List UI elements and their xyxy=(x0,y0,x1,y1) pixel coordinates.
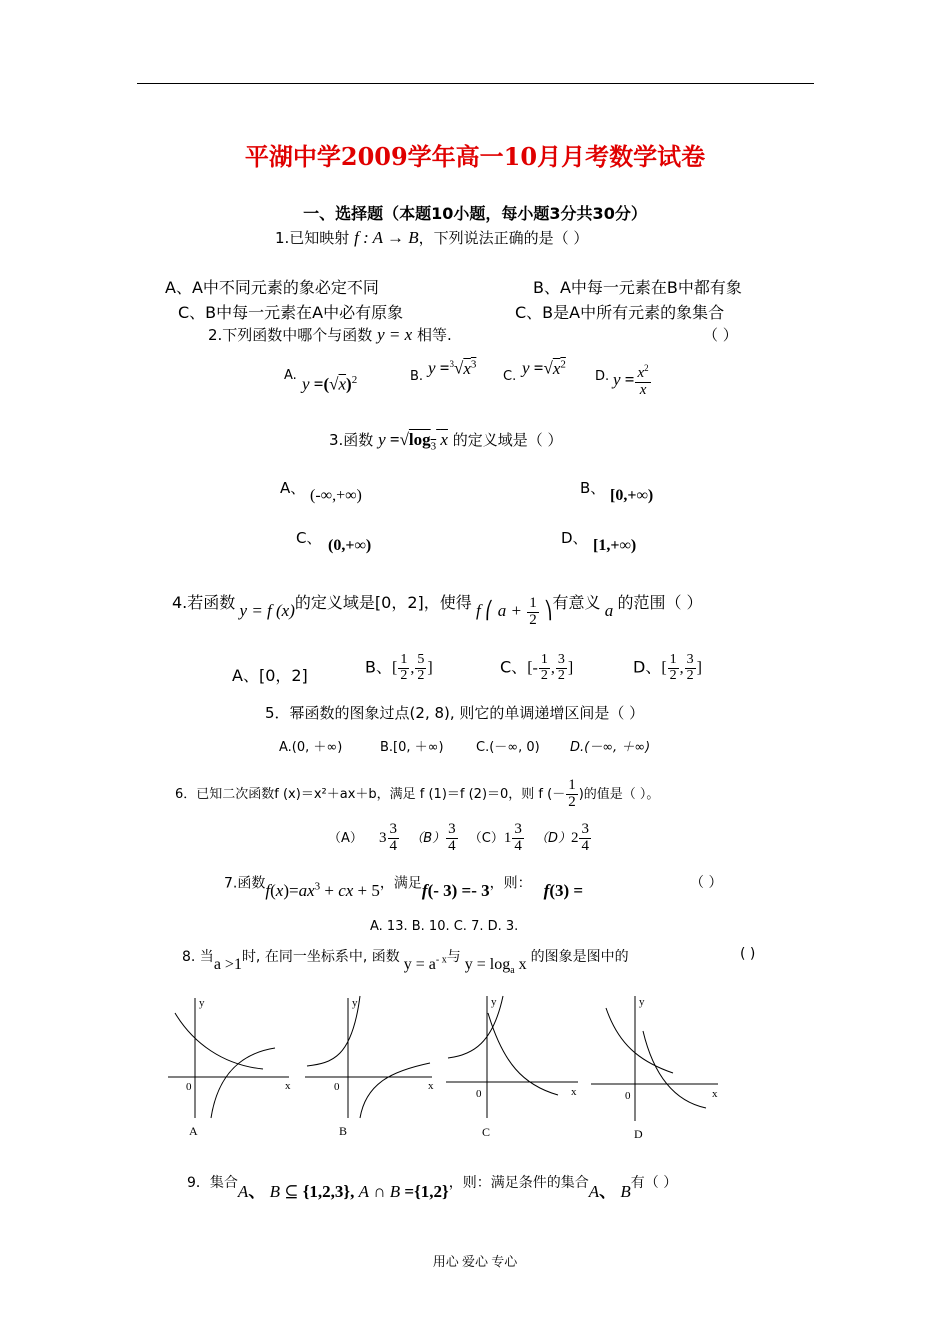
y-label: y xyxy=(639,996,645,1008)
q8-graph-b xyxy=(302,993,442,1143)
page-title: 平湖中学2009学年高一10月月考数学试卷 xyxy=(244,142,706,171)
q6-stem: 6．已知二次函数f (x)＝x²＋ax＋b，满足 f (1)＝f (2)＝0，则 f (－ $\frac{1}{2}$ )的值是（ ）。 xyxy=(175,777,660,810)
page-footer: 用心 爱心 专心 xyxy=(432,1254,518,1269)
q3-function: $y =√\log_3$ x xyxy=(378,430,448,453)
q2-stem: 2.下列函数中哪个与函数 y = x 相等. xyxy=(208,325,452,344)
y-label: y xyxy=(199,997,205,1009)
q7-options: A. 13. B. 10. C. 7. D. 3. xyxy=(370,919,519,934)
q3-option-c: (0,+∞) xyxy=(328,537,372,554)
q3-stem: 3.函数 $y =√\log_3$ x 的定义域是（ ） xyxy=(329,430,563,453)
q1-option-b: B、A中每一元素在B中都有象 xyxy=(533,278,742,297)
q8-graph-a xyxy=(163,993,298,1143)
q6-options: （A） 3 $\frac{3}{4}$ （B） $\frac{3}{4}$ （C）1 $\frac{3}{4}$ （D）2 $\frac{3}{4}$ xyxy=(328,821,589,854)
x-label: x xyxy=(571,1086,577,1098)
q2-label-b: B. xyxy=(410,369,424,384)
q3-option-a: (-∞,+∞) xyxy=(310,487,362,504)
q8-answer-paren: ( ) xyxy=(740,946,756,962)
q3-option-b: [0,+∞) xyxy=(610,487,654,504)
q4-option-d: D、[ $\frac{1}{2}$ , $\frac{3}{2}$ ] xyxy=(633,652,702,683)
q5-option-a: A.(0, ＋∞) xyxy=(279,740,343,755)
q4-function: y = f (x) xyxy=(235,601,295,621)
q4-stem: 4.若函数 y = f (x)的定义域是[0，2]，使得 f ⎛ a + $\frac{1}{2}$ ⎞有意义 a 的范围（ ） xyxy=(172,593,703,628)
q4-var-a: a xyxy=(600,601,618,621)
q6-label-c: （C） xyxy=(468,830,504,846)
curve-exp xyxy=(606,1008,673,1073)
q8-exp-fn: $y = a^{- x}$ xyxy=(399,954,447,973)
curve-log xyxy=(643,1031,706,1108)
q3-label-d: D、 xyxy=(561,529,588,547)
q7-stem: 7.函数$f(x)=ax^3$ + cx + 5，满足f(- 3) =- 3，则： f(3) = xyxy=(224,875,584,900)
q5-stem: 5．幂函数的图象过点(2, 8), 则它的单调递增区间是（ ） xyxy=(265,704,645,722)
graph-label: D xyxy=(634,1127,643,1141)
q8-graph-c xyxy=(443,993,588,1143)
q1-stem: 1.已知映射 f : A → B，下列说法正确的是（ ） xyxy=(275,228,589,247)
q3-label-a: A、 xyxy=(280,479,306,497)
q1-option-a: A、A中不同元素的象必定不同 xyxy=(165,278,379,297)
curve-log xyxy=(360,1063,430,1118)
curve-exp xyxy=(175,1013,263,1069)
q2-label-a: A. xyxy=(284,368,297,383)
q2-label-c: C. xyxy=(503,369,517,384)
origin-label: 0 xyxy=(334,1081,340,1093)
origin-label: 0 xyxy=(476,1088,482,1100)
graph-label: C xyxy=(482,1125,491,1139)
q7-condition: f(- 3) =- 3 xyxy=(421,880,490,900)
q5-option-b: B.[0, ＋∞) xyxy=(380,740,444,755)
x-label: x xyxy=(285,1080,291,1092)
q2-option-b: $y =^3√x^3$ xyxy=(428,358,477,378)
q6-label-b: （B） xyxy=(410,830,446,846)
y-label: y xyxy=(491,996,497,1008)
q7-target: f(3) = xyxy=(543,880,584,900)
q1-option-d: C、B是A中所有元素的象集合 xyxy=(515,303,725,322)
y-label: y xyxy=(352,997,358,1009)
graph-label: B xyxy=(339,1124,348,1138)
q8-log-fn: $y = \log_a x$ xyxy=(460,956,531,977)
q3-label-b: B、 xyxy=(580,479,606,497)
q9-stem: 9．集合A、 B ⊆ {1,2,3}, A ∩ B ={1,2}，则：满足条件的集合A、 B有（ ） xyxy=(187,1175,678,1201)
q2-answer-paren: （ ） xyxy=(703,326,738,344)
q1-option-c: C、B中每一元素在A中必有原象 xyxy=(178,303,404,322)
curve-log xyxy=(211,1048,275,1118)
origin-label: 0 xyxy=(625,1090,631,1102)
q2-option-d: y = $\frac{x^2}{x}$ xyxy=(613,363,649,398)
q9-sets: A、 B xyxy=(588,1182,631,1201)
x-label: x xyxy=(712,1088,718,1100)
q2-option-c: $y =√x^2$ xyxy=(522,358,566,378)
x-label: x xyxy=(428,1080,434,1092)
q6-label-d: （D） xyxy=(534,830,571,846)
curve-log xyxy=(488,1013,558,1095)
q2-label-d: D. xyxy=(595,369,610,384)
q6-label-a: （A） xyxy=(328,830,363,846)
q4-option-c: C、[- $\frac{1}{2}$ , $\frac{3}{2}$ ] xyxy=(500,652,574,683)
q8-stem: 8. 当a >1时, 在同一坐标系中, 函数 $y = a^{- x}$与 $y = \log_a x$ 的图象是图中的 xyxy=(182,949,629,977)
graph-label: A xyxy=(189,1124,198,1138)
q5-option-c: C.(－∞, 0) xyxy=(476,740,540,755)
q8-condition: a >1 xyxy=(213,956,242,973)
q9-condition: A、 B ⊆ {1,2,3}, A ∩ B ={1,2} xyxy=(237,1182,449,1201)
q4-option-a: A、[0，2] xyxy=(232,666,308,685)
section-heading: 一、选择题（本题10小题，每小题3分共30分） xyxy=(303,204,647,223)
header-rule xyxy=(137,83,814,84)
q4-option-b: B、[ $\frac{1}{2}$ , $\frac{5}{2}$ ] xyxy=(365,652,433,683)
q1-mapping: f : A → B xyxy=(354,228,419,247)
q2-identity: y = x xyxy=(377,325,413,344)
q5-option-d: D.(－∞, ＋∞) xyxy=(570,740,651,755)
q7-function: $f(x)=ax^3$ + cx + 5 xyxy=(265,880,380,900)
origin-label: 0 xyxy=(186,1081,192,1093)
q7-answer-paren: （ ） xyxy=(690,875,723,891)
q2-option-a: $y =(√x)^2$ xyxy=(302,374,358,394)
q4-arg-expr: f ⎛ a + $\frac{1}{2}$ ⎞ xyxy=(471,595,553,628)
q8-graph-d xyxy=(588,993,728,1145)
q3-option-d: [1,+∞) xyxy=(593,537,637,554)
q3-label-c: C、 xyxy=(296,529,322,547)
